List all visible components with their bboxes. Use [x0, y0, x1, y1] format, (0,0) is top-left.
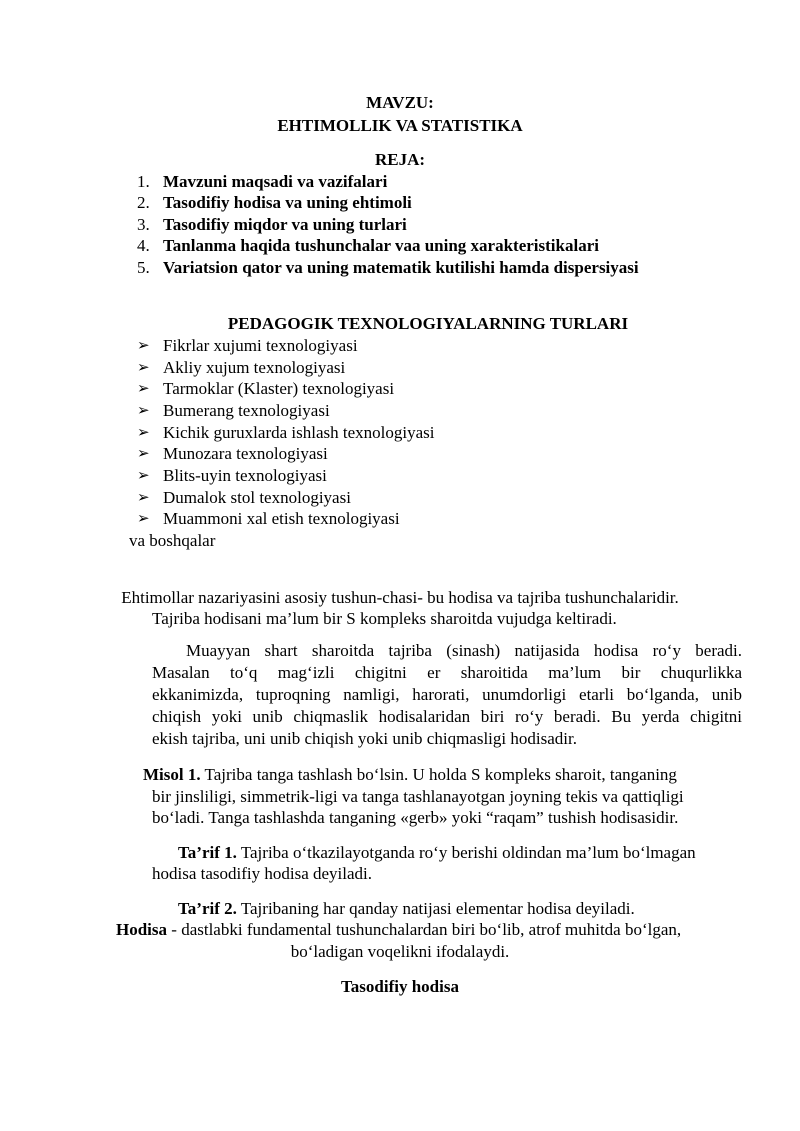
- list-item-text: Munozara texnologiyasi: [163, 444, 328, 463]
- paragraph-line: ekkanimizda, tuproqning namligi, harorati, unumdorligi etarli bo‘lganda, unib: [152, 685, 742, 704]
- arrow-bullet-icon: ➢: [137, 444, 150, 462]
- technologies-tail: va boshqalar: [129, 531, 216, 550]
- list-item-text: Bumerang texnologiyasi: [163, 401, 330, 420]
- mavzu-label: MAVZU:: [366, 93, 434, 112]
- tarif-1-label: Ta’rif 1.: [178, 843, 237, 862]
- hodisa-label: Hodisa: [116, 920, 168, 939]
- misol-text: bir jinsliligi, simmetrik-ligi va tanga tashlanayotgan joyning tekis va qattiqligi: [152, 787, 684, 806]
- tarif-2-label: Ta’rif 2.: [178, 899, 237, 918]
- plan-item-number: 2.: [137, 193, 150, 212]
- misol-text: bo‘ladi. Tanga tashlashda tanganing «gerb» yoki “raqam” tushish hodisasidir.: [152, 808, 679, 827]
- list-item-text: Blits-uyin texnologiyasi: [163, 466, 327, 485]
- paragraph-line: Masalan to‘q mag‘izli chigitni er sharoitida ma’lum bir chuqurlikka: [152, 663, 742, 682]
- list-item-text: Kichik guruxlarda ishlash texnologiyasi: [163, 423, 435, 442]
- arrow-bullet-icon: ➢: [137, 466, 150, 484]
- hodisa-text-line-2: bo‘ladigan voqelikni ifodalaydi.: [290, 942, 510, 961]
- intro-line-1: Ehtimollar nazariyasini asosiy tushun-chasi- bu hodisa va tajriba tushunchalaridir.: [121, 588, 679, 607]
- tarif-2-text: Tajribaning har qanday natijasi elementar hodisa deyiladi.: [236, 899, 635, 918]
- intro-line-2: Tajriba hodisani ma’lum bir S kompleks sharoitda vujudga keltiradi.: [152, 609, 617, 628]
- misol-text: Tajriba tanga tashlash bo‘lsin. U holda S kompleks sharoit, tanganing: [200, 765, 677, 784]
- plan-item-text: Tanlanma haqida tushunchalar vaa uning xarakteristikalari: [163, 236, 599, 255]
- reja-label: REJA:: [374, 150, 426, 169]
- arrow-bullet-icon: ➢: [137, 509, 150, 527]
- list-item-text: Fikrlar xujumi texnologiyasi: [163, 336, 358, 355]
- plan-item-number: 3.: [137, 215, 150, 234]
- paragraph-line: ekish tajriba, uni unib chiqish yoki unib chiqmasligi hodisadir.: [152, 729, 577, 748]
- misol-label: Misol 1.: [143, 765, 201, 784]
- plan-item-text: Variatsion qator va uning matematik kutilishi hamda dispersiyasi: [163, 258, 639, 277]
- plan-item-number: 5.: [137, 258, 150, 277]
- paragraph-line: chiqish yoki unib chiqmaslik hodisalaridan biri ro‘y beradi. Bu yerda chigitni: [152, 707, 742, 726]
- list-item-text: Muammoni xal etish texnologiyasi: [163, 509, 400, 528]
- tarif-1-text: Tajriba o‘tkazilayotganda ro‘y berishi oldindan ma’lum bo‘lmagan: [236, 843, 696, 862]
- plan-item-text: Tasodifiy hodisa va uning ehtimoli: [163, 193, 412, 212]
- tarif-2-block: [178, 899, 635, 919]
- list-item-text: Akliy xujum texnologiyasi: [163, 358, 346, 377]
- tarif-1-text: hodisa tasodifiy hodisa deyiladi.: [152, 864, 373, 883]
- topic-title: EHTIMOLLIK VA STATISTIKA: [277, 116, 523, 135]
- arrow-bullet-icon: ➢: [137, 379, 150, 397]
- arrow-bullet-icon: ➢: [137, 358, 150, 376]
- plan-item-number: 4.: [137, 236, 150, 255]
- plan-item-text: Tasodifiy miqdor va uning turlari: [163, 215, 407, 234]
- technologies-heading: PEDAGOGIK TEXNOLOGIYALARNING TURLARI: [227, 314, 629, 333]
- arrow-bullet-icon: ➢: [137, 488, 150, 506]
- list-item-text: Dumalok stol texnologiyasi: [163, 488, 351, 507]
- arrow-bullet-icon: ➢: [137, 336, 150, 354]
- final-heading: Tasodifiy hodisa: [341, 977, 459, 996]
- arrow-bullet-icon: ➢: [137, 423, 150, 441]
- plan-item-number: 1.: [137, 172, 150, 191]
- plan-item-text: Mavzuni maqsadi va vazifalari: [163, 172, 388, 191]
- arrow-bullet-icon: ➢: [137, 401, 150, 419]
- paragraph-line: Muayyan shart sharoitda tajriba (sinash) natijasida hodisa ro‘y beradi.: [186, 641, 742, 660]
- hodisa-text: - dastlabki fundamental tushunchalardan biri bo‘lib, atrof muhitda bo‘lgan,: [167, 920, 682, 939]
- list-item-text: Tarmoklar (Klaster) texnologiyasi: [163, 379, 395, 398]
- hodisa-block: [116, 920, 681, 940]
